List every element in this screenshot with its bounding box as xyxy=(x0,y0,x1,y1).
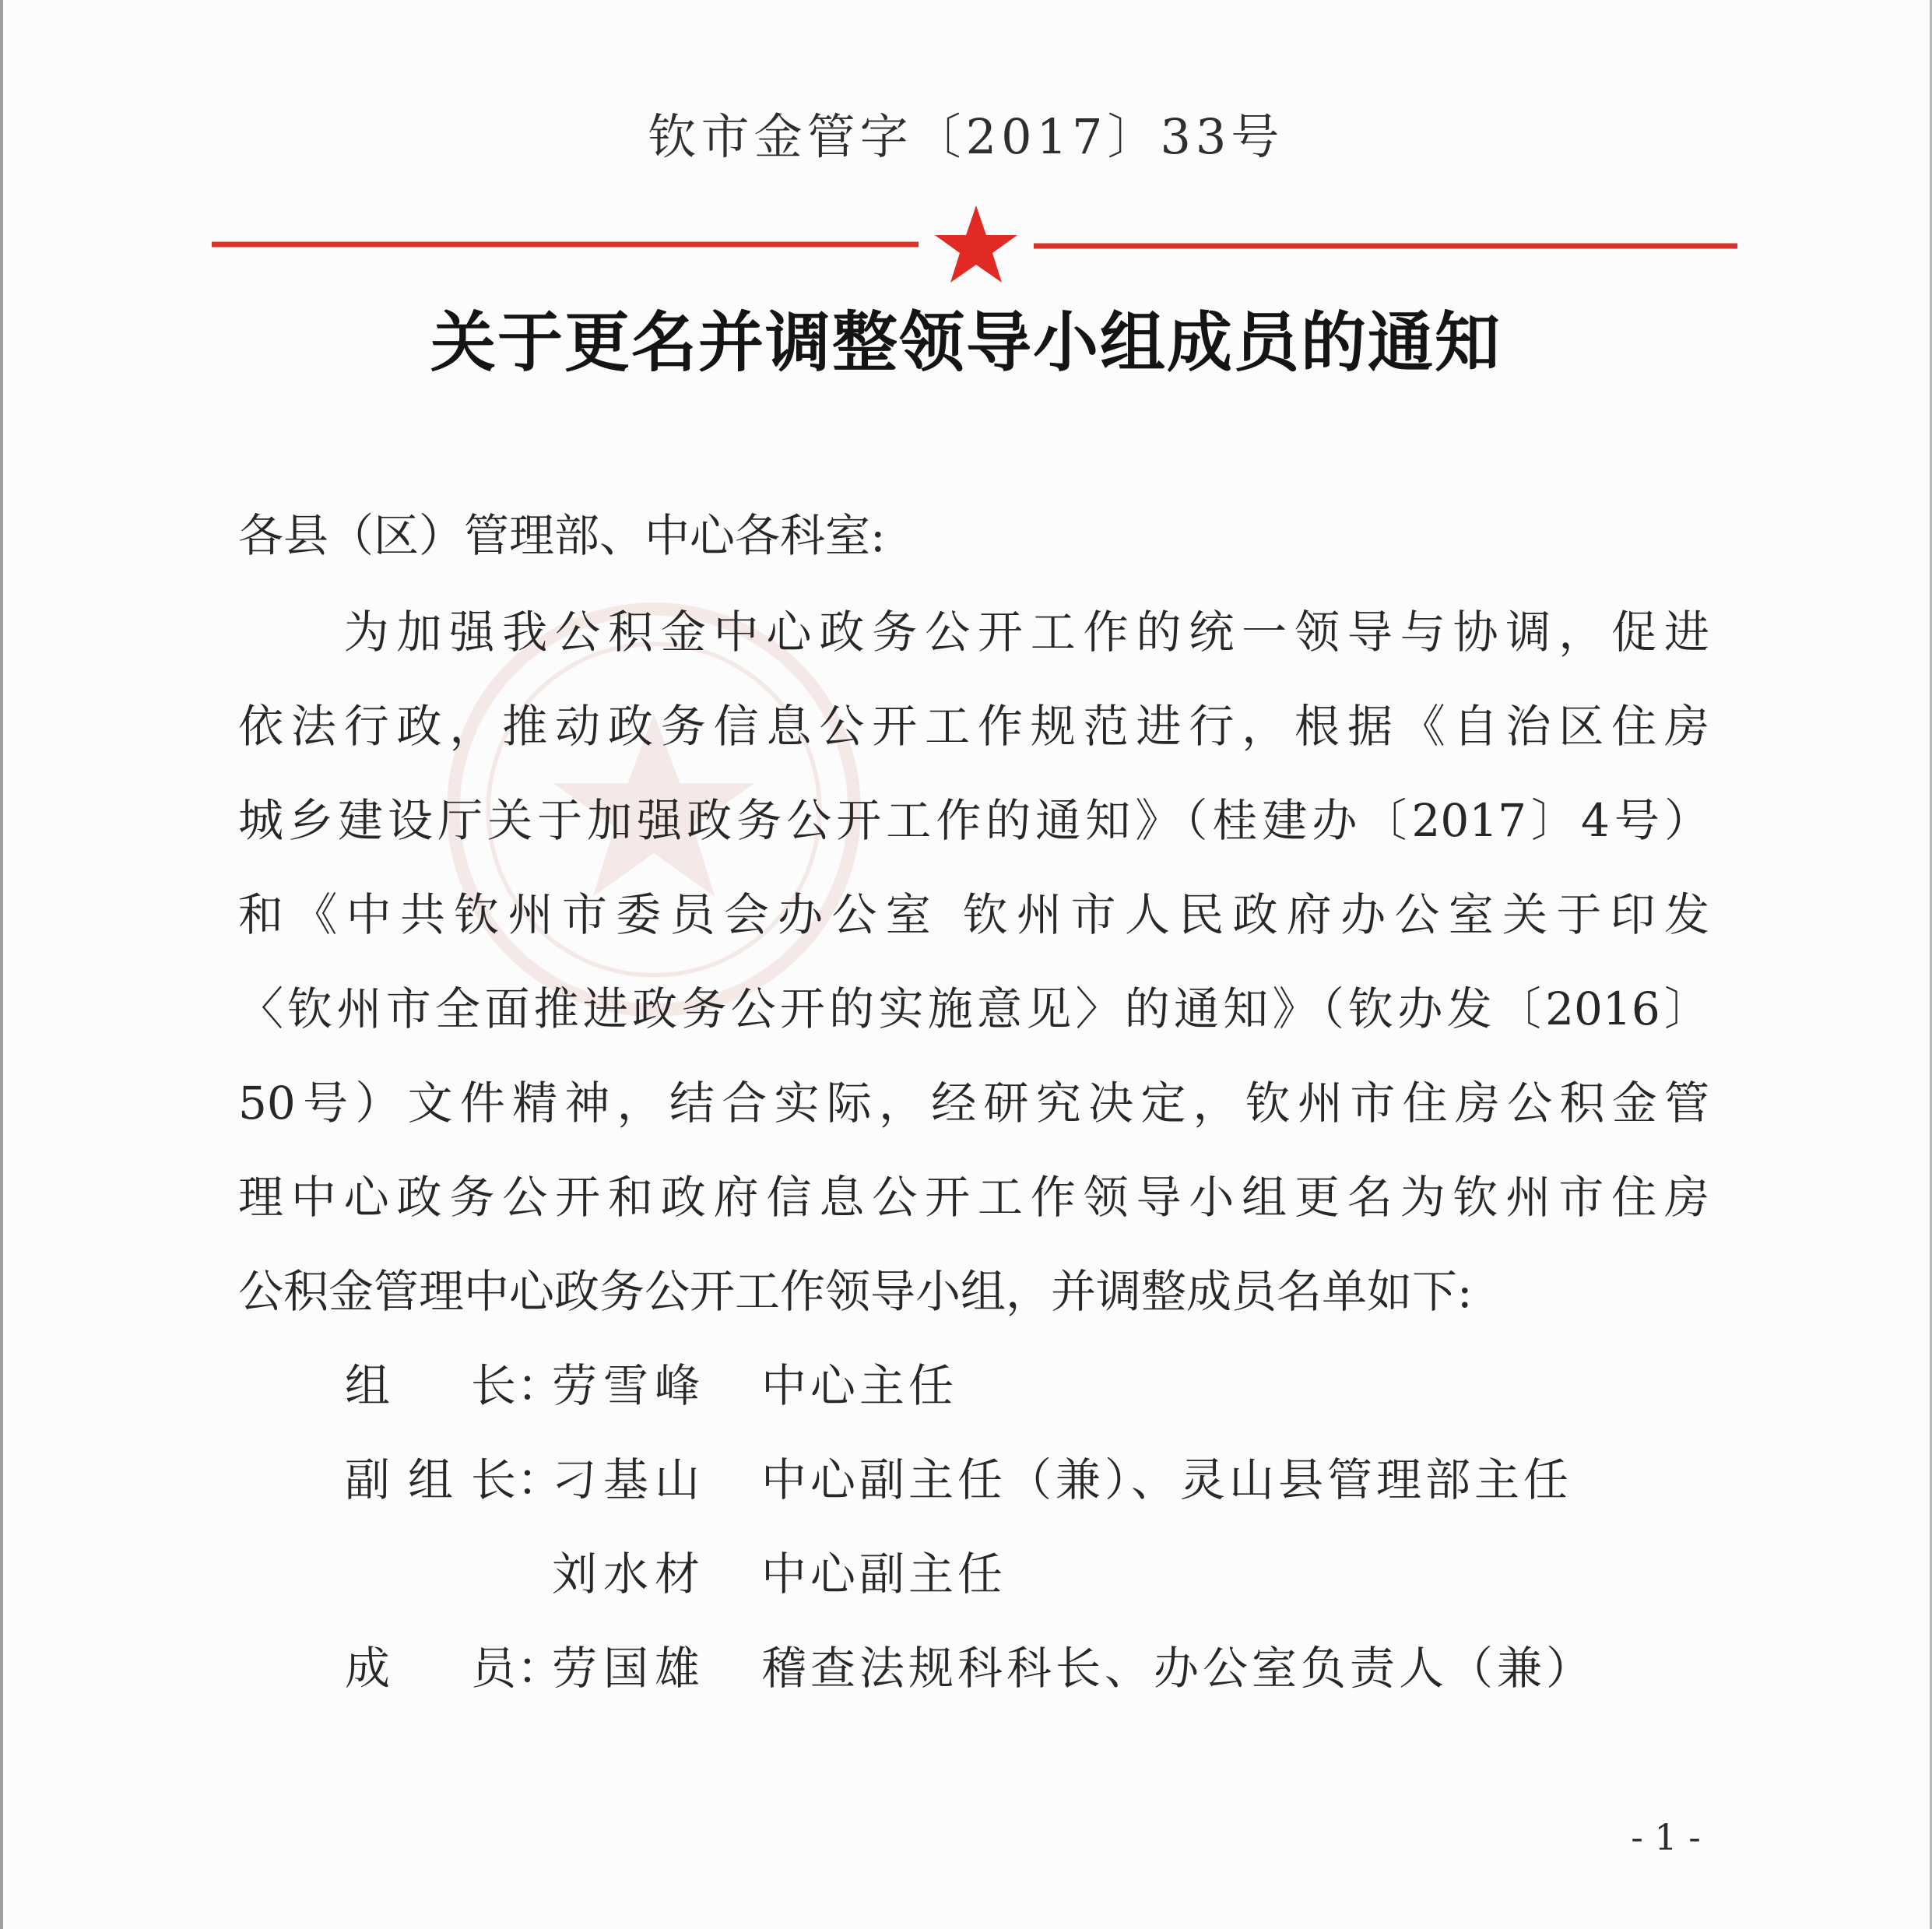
member-position: 中心副主任 xyxy=(761,1548,1007,1600)
member-role: 副组长 xyxy=(345,1453,516,1506)
page-number: - 1 - xyxy=(1631,1816,1701,1858)
member-position: 中心副主任（兼）、灵山县管理部主任 xyxy=(761,1453,1573,1506)
member-role: 成员 xyxy=(345,1642,516,1695)
paragraph-line: 和《中共钦州市委员会办公室 钦州市人民政府办公室关于印发 xyxy=(238,888,1709,941)
paragraph-line: 依法行政，推动政务信息公开工作规范进行，根据《自治区住房 xyxy=(238,700,1709,753)
member-position: 稽查法规科科长、办公室负责人（兼） xyxy=(761,1642,1596,1695)
member-colon: ： xyxy=(517,1359,563,1412)
member-position: 中心主任 xyxy=(761,1359,958,1412)
salutation: 各县（区）管理部、中心各科室: xyxy=(238,509,886,562)
member-name: 劳国雄 xyxy=(552,1642,700,1695)
paragraph-line: 为加强我公积金中心政务公开工作的统一领导与协调，促进 xyxy=(238,606,1709,659)
member-name: 刁基山 xyxy=(552,1453,700,1506)
document-number: 钦市金管字〔2017〕33号 xyxy=(648,108,1284,165)
paragraph-line: 理中心政务公开和政府信息公开工作领导小组更名为钦州市住房 xyxy=(238,1171,1709,1224)
paragraph-line: 50号）文件精神，结合实际，经研究决定，钦州市住房公积金管 xyxy=(238,1077,1709,1130)
member-name: 劳雪峰 xyxy=(552,1359,700,1412)
paragraph-line: 公积金管理中心政务公开工作领导小组，并调整成员名单如下: xyxy=(238,1265,1473,1318)
red-star-icon xyxy=(935,206,1017,283)
paragraph-line: 〈钦州市全面推进政务公开的实施意见〉的通知》（钦办发〔2016〕 xyxy=(238,982,1709,1035)
member-role: 组长 xyxy=(345,1359,516,1412)
member-name: 刘水材 xyxy=(552,1548,700,1600)
page-title: 关于更名并调整领导小组成员的通知 xyxy=(430,304,1502,381)
paragraph-line: 城乡建设厅关于加强政务公开工作的通知》（桂建办〔2017〕4号） xyxy=(238,794,1709,847)
member-colon: ： xyxy=(517,1642,563,1695)
member-colon: ： xyxy=(517,1453,563,1506)
